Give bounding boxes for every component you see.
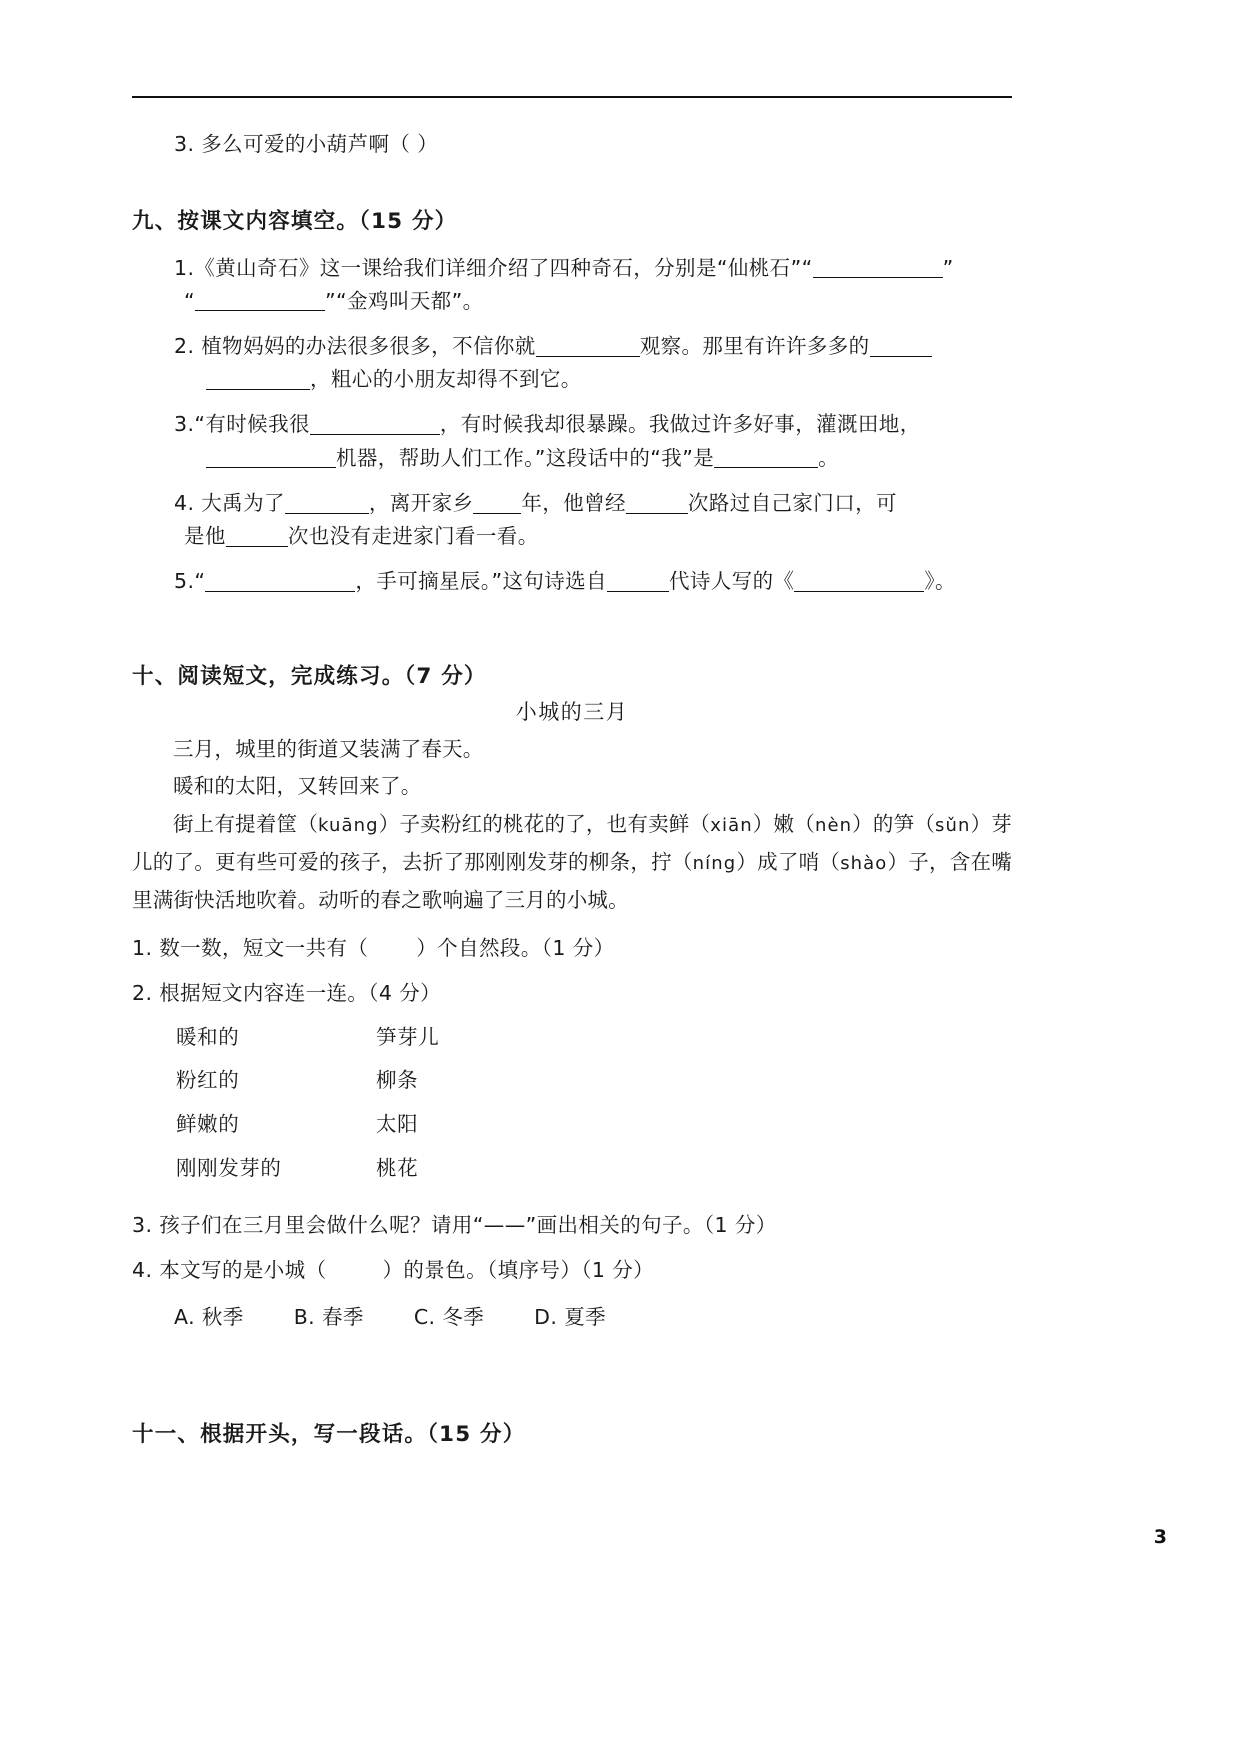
item-3-text-a: 3.“有时候我很 — [174, 412, 310, 437]
passage-text-2: ）子卖粉红的桃花的了，也有卖鲜（ — [378, 812, 711, 837]
section-nine-item-4-line-1 — [174, 487, 1012, 520]
section-nine-heading: 九、按课文内容填空。（15 分） — [132, 209, 458, 235]
matching-right-item[interactable]: 桃花 — [376, 1155, 419, 1180]
answer-blank[interactable] — [626, 492, 688, 514]
option-a[interactable]: A. 秋季 — [174, 1304, 244, 1329]
section-nine-item-1-line-1 — [174, 252, 1012, 285]
answer-blank[interactable] — [310, 414, 440, 436]
question-4-text-a: 4. 本文写的是小城（ — [132, 1258, 327, 1283]
header-rule — [132, 96, 1012, 98]
option-c[interactable]: C. 冬季 — [413, 1304, 485, 1329]
matching-left-item[interactable]: 鲜嫩的 — [176, 1111, 240, 1136]
question-1-text-b: ）个自然段。（1 分） — [416, 936, 615, 961]
question-1-text-a: 1. 数一数，短文一共有（ — [132, 936, 369, 961]
matching-right-item[interactable]: 笋芽儿 — [376, 1024, 440, 1049]
item-2-text-c: ，粗心的小朋友却得不到它。 — [310, 367, 582, 392]
answer-blank[interactable] — [794, 570, 924, 592]
answer-blank[interactable] — [285, 492, 369, 514]
passage-text-4: ）的笋（ — [852, 812, 936, 837]
page-content — [132, 128, 1012, 1452]
question-4-text-b: ）的景色。（填序号）（1 分） — [382, 1258, 655, 1283]
section-nine-item-2-line-1 — [174, 330, 1012, 363]
matching-row[interactable] — [176, 1023, 1012, 1052]
passage-paragraph-1: 三月，城里的街道又装满了春天。 — [173, 736, 484, 761]
item-1-text-d: ”“金鸡叫天都”。 — [325, 288, 484, 313]
answer-blank[interactable] — [813, 257, 943, 279]
item-5-text-d: 》。 — [924, 569, 956, 594]
item-5-text-a: 5.“ — [174, 569, 206, 594]
section-ten-question-4 — [132, 1254, 1012, 1287]
section-eleven-heading: 十一、根据开头，写一段话。（15 分） — [132, 1421, 526, 1447]
item-3-text-c: 机器，帮助人们工作。”这段话中的“我”是 — [336, 445, 715, 470]
item-1-text-a: 1.《黄山奇石》这一课给我们详细介绍了四种奇石，分别是“仙桃石”“ — [174, 255, 813, 280]
option-d[interactable]: D. 夏季 — [534, 1304, 606, 1329]
section-ten-question-2: 2. 根据短文内容连一连。（4 分） — [132, 981, 442, 1006]
matching-exercise[interactable] — [176, 1023, 1012, 1183]
item-1-text-c: “ — [184, 288, 196, 313]
answer-blank[interactable] — [206, 447, 336, 469]
option-b[interactable]: B. 春季 — [293, 1304, 364, 1329]
section-nine-item-5 — [174, 565, 1012, 598]
answer-blank[interactable] — [870, 335, 932, 357]
question-4-options — [174, 1300, 1012, 1330]
answer-blank[interactable] — [206, 368, 310, 390]
passage-title: 小城的三月 — [515, 699, 629, 724]
section-nine-item-4-line-2 — [184, 520, 1012, 553]
matching-left-item[interactable]: 刚刚发芽的 — [176, 1155, 282, 1180]
matching-right-item[interactable]: 太阳 — [376, 1111, 419, 1136]
pinyin-shao: shào — [840, 853, 888, 875]
answer-blank[interactable] — [714, 447, 818, 469]
matching-right-item[interactable]: 柳条 — [376, 1068, 419, 1093]
item-2-text-a: 2. 植物妈妈的办法很多很多，不信你就 — [174, 334, 536, 358]
passage-text-5: ）芽儿的了。更有些可爱的孩子，去折了那刚刚发芽的柳条，拧（ — [132, 812, 1012, 875]
matching-row[interactable] — [176, 1154, 1012, 1183]
pinyin-kuang: kuāng — [318, 815, 379, 837]
item-4-text-a: 4. 大禹为了 — [174, 490, 285, 515]
item-3-text-b: ，有时候我却很暴躁。我做过许多好事，灌溉田地， — [439, 412, 921, 437]
answer-blank[interactable] — [473, 492, 521, 514]
matching-row[interactable] — [176, 1110, 1012, 1139]
matching-row[interactable] — [176, 1066, 1012, 1095]
section-nine-item-2-line-2 — [206, 363, 1012, 396]
matching-left-item[interactable]: 粉红的 — [176, 1068, 240, 1093]
item-4-text-d: 次路过自己家门口，可 — [687, 490, 897, 515]
item-4-text-e: 是他 — [184, 524, 226, 549]
section-ten-question-3: 3. 孩子们在三月里会做什么呢？请用“——”画出相关的句子。（1 分） — [132, 1213, 777, 1238]
item-4-text-c: 年，他曾经 — [521, 490, 626, 515]
item-3-text-d: 。 — [818, 445, 840, 470]
answer-blank[interactable] — [226, 525, 288, 547]
item-4-text-f: 次也没有走进家门看一看。 — [287, 524, 539, 549]
passage-text-7: ）子，含在嘴里满街快活地吹着。动听的春之歌响遍了三月的小城。 — [132, 850, 1013, 913]
passage-text-6: ）成了哨（ — [736, 850, 841, 875]
pinyin-xian: xiān — [710, 815, 753, 837]
pinyin-sun: sǔn — [935, 815, 971, 837]
answer-blank[interactable] — [607, 570, 669, 592]
item-4-text-b: ，离开家乡 — [368, 490, 474, 515]
page-number: 3 — [1153, 1526, 1167, 1548]
carryover-item: 3. 多么可爱的小葫芦啊（ ） — [174, 132, 439, 156]
section-ten-question-1 — [132, 932, 1012, 965]
pinyin-ning: níng — [692, 853, 737, 875]
passage-text-3: ）嫩（ — [752, 812, 815, 837]
matching-left-item[interactable]: 暖和的 — [176, 1024, 240, 1049]
section-nine-item-1-line-2 — [184, 285, 1012, 318]
item-5-text-c: 代诗人写的《 — [668, 569, 795, 594]
section-ten-heading: 十、阅读短文，完成练习。（7 分） — [132, 664, 487, 690]
section-nine-item-3-line-1 — [174, 408, 1012, 441]
pinyin-nen: nèn — [814, 815, 853, 837]
item-2-text-b: 观察。那里有许许多多的 — [639, 334, 870, 358]
answer-blank[interactable] — [205, 570, 355, 592]
passage-paragraph-3 — [132, 806, 1012, 920]
item-5-text-b: ，手可摘星辰。”这句诗选自 — [355, 569, 607, 594]
passage-text-1: 街上有提着筐（ — [173, 812, 319, 837]
item-1-text-b: ” — [942, 255, 954, 280]
answer-blank[interactable] — [195, 290, 325, 312]
section-nine-item-3-line-2 — [206, 442, 1012, 475]
passage-paragraph-2: 暖和的太阳，又转回来了。 — [173, 774, 422, 799]
answer-blank[interactable] — [536, 335, 640, 357]
